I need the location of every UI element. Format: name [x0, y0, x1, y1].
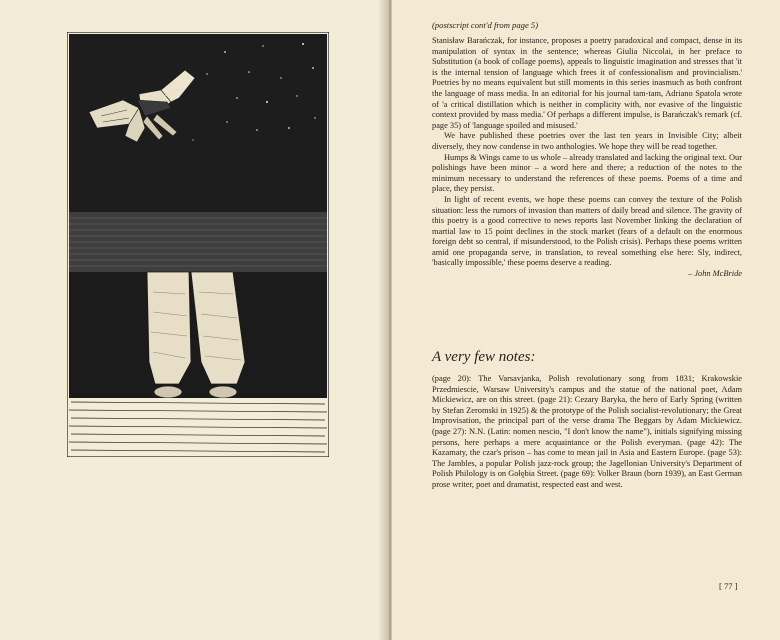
paragraph-2: We have published these poetries over the last ten years in Invisible City; albeit diversely, they now condense in two anthologies. We hope they will be read together. [432, 131, 742, 151]
notes-body [432, 374, 742, 491]
paragraph-4: In light of recent events, we hope these poems can convey the texture of the Polish situation: less the rumors of invasion than matters of daily bread and silence. The gravity of this poetry is a good corrective to news reports last November linking the declaration of martial law to 15 point declines in the stock market (fears of a default on the enormous foreign debt so central, if misunderstood, to the Polish crisis). Perhaps these poems written amid one propaganda serve, in translation, to reveal something else here: Sly, indirect, 'basically impossible,' these poems deserve a reading. [432, 194, 742, 268]
moth-and-legs-illustration [67, 32, 329, 457]
notes-text: (page 20): The Varsavjanka, Polish revolutionary song from 1831; Krakowskie Przedmiescie, Warsaw University's campus and the statue of the national poet, Adam Mickiewicz, are on this street. (page 21): Cezary Baryka, the hero of Early Spring (written by Stefan Zeromski in 1925) & the prototype of the Polish socialist-revolutionary; the Great Improvisation, the principal part of the verse drama The Beggars by Adam Mickiewicz. (page 27): N.N. (Latin: nomen nescio, "I don't know the name"), initials signifying missing persons, here perhaps a mere acquaintance or the Polish everyman. (page 42): The Kazamaty, the czar's prison – has come to mean jail in Asia and Eastern Europe. (page 53): The Jambles, a popular Polish jazz-rock group; the Jagellonian University's Department of Polish Philology is on Gołębia Street. (page 69): Volker Braun (born 1939), an East German prose writer, poet and dramatist, respected east and west. [432, 374, 742, 489]
postscript-body [432, 36, 742, 280]
paragraph-1: Stanisław Barańczak, for instance, proposes a poetry paradoxical and compact, dense in its manipulation of syntax in the sentence; whereas Giulia Niccolai, in her preface to Substitution (a book of collage poems), appeals to linguistic imagination and stresses that 'it is the internal tension of language which frees it of confessionalism and provincialism.' Poetries by no means equivalent but still moments in this series inasmuch as both confront the language of mass media. In an editorial for his journal tam-tam, Adriano Spatola wrote of 'a critical distillation which is neither in complicity with, nor evasive of the linguistic context provided by mass media.' Of perhaps a different impulse, is Barańczak's remark (cf. page 35) of 'language spoiled and misused.' [432, 36, 742, 130]
postscript-header: (postscript cont'd from page 5) [432, 20, 539, 30]
signature: – John McBride [688, 269, 742, 279]
page-number: [ 77 ] [719, 581, 738, 591]
paragraph-3: Humps & Wings came to us whole – already translated and lacking the original text. Our polishings have been minor – a word here and there; a reduction of the notes to the minimum necessary to understand the references of these poems. Poems of a time and place, they persist. [432, 152, 742, 194]
notes-heading: A very few notes: [432, 349, 536, 365]
